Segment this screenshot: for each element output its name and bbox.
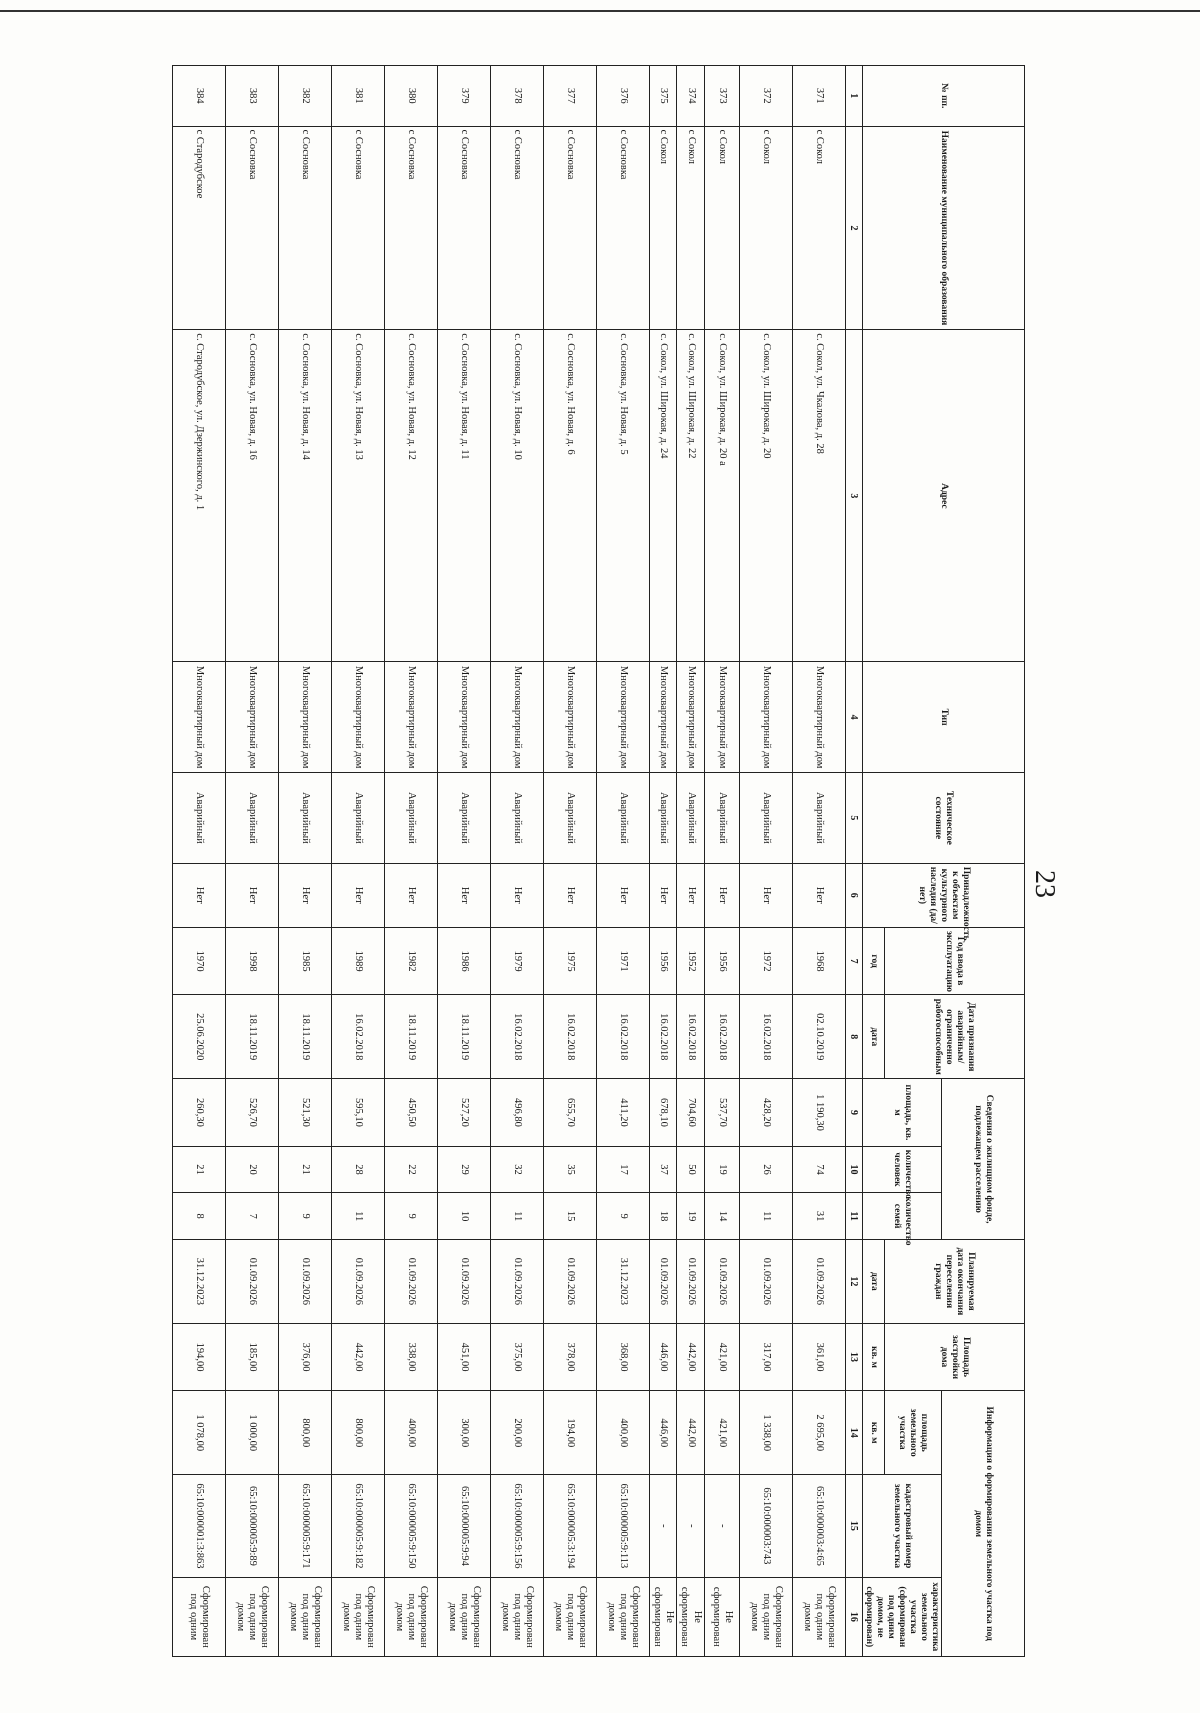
column-number: 16 [845, 1577, 862, 1656]
row-number: 381 [332, 66, 385, 127]
municipality: с Сосновка [279, 126, 332, 330]
emergency-date: 25.06.2020 [173, 995, 226, 1079]
table-row [544, 66, 597, 1657]
emergency-date: 02.10.2019 [792, 995, 845, 1079]
planned-date: 01.09.2026 [385, 1239, 438, 1323]
planned-date: 01.09.2026 [544, 1239, 597, 1323]
housing-area: 521,30 [279, 1079, 332, 1147]
column-number: 4 [845, 662, 862, 773]
emergency-date: 16.02.2018 [332, 995, 385, 1079]
building-type: Многоквартирный дом [677, 662, 704, 773]
tech-state: Аварийный [544, 772, 597, 863]
header-address: Адрес [862, 330, 1024, 662]
cadastral-number: - [650, 1475, 677, 1577]
column-number: 8 [845, 995, 862, 1079]
header-land-group: Информация о формировании земельного участка под домом [942, 1391, 1025, 1657]
year-built: 1998 [226, 927, 279, 995]
housing-area: 450,50 [385, 1079, 438, 1147]
municipality: с Сосновка [226, 126, 279, 330]
building-type: Многоквартирный дом [279, 662, 332, 773]
people-count: 32 [491, 1146, 544, 1193]
address: с. Сосновка, ул. Новая, д. 5 [597, 330, 650, 662]
emergency-date: 16.02.2018 [677, 995, 704, 1079]
heritage-flag: Нет [544, 863, 597, 927]
year-built: 1979 [491, 927, 544, 995]
people-count: 19 [704, 1146, 739, 1193]
land-area: 1 000,00 [226, 1391, 279, 1475]
people-count: 35 [544, 1146, 597, 1193]
family-count: 31 [792, 1193, 845, 1240]
table-row [173, 66, 226, 1657]
year-built: 1972 [739, 927, 792, 995]
building-type: Многоквартирный дом [491, 662, 544, 773]
land-area: 200,00 [491, 1391, 544, 1475]
emergency-date: 18.11.2019 [279, 995, 332, 1079]
housing-area: 655,70 [544, 1079, 597, 1147]
header-characteristic: характеристика земельного участка (сформирован под одним домом, не сформирован) [862, 1577, 941, 1656]
housing-area: 537,70 [704, 1079, 739, 1147]
municipality: с Сокол [704, 126, 739, 330]
building-footprint: 378,00 [544, 1323, 597, 1391]
building-type: Многоквартирный дом [739, 662, 792, 773]
municipality: с Сосновка [332, 126, 385, 330]
family-count: 7 [226, 1193, 279, 1240]
table-row [279, 66, 332, 1657]
land-area: 800,00 [279, 1391, 332, 1475]
heritage-flag: Нет [332, 863, 385, 927]
year-built: 1970 [173, 927, 226, 995]
emergency-date: 16.02.2018 [544, 995, 597, 1079]
municipality: с Сокол [677, 126, 704, 330]
housing-area: 678,10 [650, 1079, 677, 1147]
header-people: количество человек [862, 1146, 941, 1193]
heritage-flag: Нет [438, 863, 491, 927]
land-area: 442,00 [677, 1391, 704, 1475]
header-families: количество семей [862, 1193, 941, 1240]
land-characteristic: Сформирован под одним домом [739, 1577, 792, 1656]
land-area: 400,00 [597, 1391, 650, 1475]
cadastral-number: 65:10:000001:3:863 [173, 1475, 226, 1577]
building-footprint: 368,00 [597, 1323, 650, 1391]
land-area: 2 695,00 [792, 1391, 845, 1475]
land-area: 421,00 [704, 1391, 739, 1475]
rotated-table-container [80, 65, 1025, 1657]
column-number: 6 [845, 863, 862, 927]
column-number: 7 [845, 927, 862, 995]
column-number: 10 [845, 1146, 862, 1193]
planned-date: 01.09.2026 [650, 1239, 677, 1323]
tech-state: Аварийный [279, 772, 332, 863]
column-number: 1 [845, 66, 862, 127]
housing-area: 704,60 [677, 1079, 704, 1147]
people-count: 29 [438, 1146, 491, 1193]
family-count: 9 [385, 1193, 438, 1240]
header-heritage: Принадлежность к объектам культурного наследия (да/нет) [862, 863, 1024, 927]
row-number: 375 [650, 66, 677, 127]
planned-date: 31.12.2023 [597, 1239, 650, 1323]
address: с. Сокол, ул. Чкалова, д. 28 [792, 330, 845, 662]
table-row [226, 66, 279, 1657]
cadastral-number: 65:10:000005:9:156 [491, 1475, 544, 1577]
land-area: 300,00 [438, 1391, 491, 1475]
column-number: 13 [845, 1323, 862, 1391]
people-count: 20 [226, 1146, 279, 1193]
land-characteristic: Сформирован под одним [173, 1577, 226, 1656]
land-characteristic: Сформирован под одним домом [491, 1577, 544, 1656]
people-count: 28 [332, 1146, 385, 1193]
municipality: с Сосновка [544, 126, 597, 330]
land-characteristic: Сформирован под одним домом [544, 1577, 597, 1656]
people-count: 21 [279, 1146, 332, 1193]
header-cadastral: кадастровый номер земельного участка [862, 1475, 941, 1577]
building-type: Многоквартирный дом [650, 662, 677, 773]
heritage-flag: Нет [173, 863, 226, 927]
table-row [704, 66, 739, 1657]
cadastral-number: - [704, 1475, 739, 1577]
family-count: 14 [704, 1193, 739, 1240]
land-characteristic: Не сформирован [677, 1577, 704, 1656]
family-count: 11 [491, 1193, 544, 1240]
table-row [650, 66, 677, 1657]
cadastral-number: 65:10:000005:9:171 [279, 1475, 332, 1577]
cadastral-number: 65:10:000005:9:182 [332, 1475, 385, 1577]
building-type: Многоквартирный дом [332, 662, 385, 773]
address: с. Сокол, ул. Широкая, д. 20 [739, 330, 792, 662]
housing-area: 496,80 [491, 1079, 544, 1147]
building-type: Многоквартирный дом [173, 662, 226, 773]
year-built: 1956 [704, 927, 739, 995]
municipality: с Стародубское [173, 126, 226, 330]
header-area: площадь, кв. м [862, 1079, 941, 1147]
family-count: 8 [173, 1193, 226, 1240]
heritage-flag: Нет [704, 863, 739, 927]
emergency-date: 18.11.2019 [226, 995, 279, 1079]
header-year-sub: год [862, 927, 884, 995]
header-date: Дата признания аварийным/ограниченно работоспособным [884, 995, 1024, 1079]
header-type: Тип [862, 662, 1024, 773]
table-row [491, 66, 544, 1657]
row-number: 372 [739, 66, 792, 127]
address: с. Сокол, ул. Широкая, д. 20 а [704, 330, 739, 662]
heritage-flag: Нет [792, 863, 845, 927]
row-number: 382 [279, 66, 332, 127]
emergency-date: 16.02.2018 [739, 995, 792, 1079]
tech-state: Аварийный [739, 772, 792, 863]
land-characteristic: Сформирован под одним домом [792, 1577, 845, 1656]
building-footprint: 361,00 [792, 1323, 845, 1391]
housing-area: 428,20 [739, 1079, 792, 1147]
land-area: 446,00 [650, 1391, 677, 1475]
emergency-date: 16.02.2018 [597, 995, 650, 1079]
housing-area: 1 190,30 [792, 1079, 845, 1147]
year-built: 1968 [792, 927, 845, 995]
header-plan-date: Планируемая дата окончания переселения граждан [884, 1239, 1024, 1323]
year-built: 1975 [544, 927, 597, 995]
building-type: Многоквартирный дом [544, 662, 597, 773]
family-count: 9 [279, 1193, 332, 1240]
cadastral-number: - [677, 1475, 704, 1577]
address: с. Сосновка, ул. Новая, д. 14 [279, 330, 332, 662]
column-number-row [845, 66, 862, 1657]
heritage-flag: Нет [226, 863, 279, 927]
heritage-flag: Нет [650, 863, 677, 927]
planned-date: 31.12.2023 [173, 1239, 226, 1323]
emergency-date: 16.02.2018 [704, 995, 739, 1079]
building-footprint: 317,00 [739, 1323, 792, 1391]
building-type: Многоквартирный дом [226, 662, 279, 773]
building-type: Многоквартирный дом [385, 662, 438, 773]
header-plan-sub: дата [862, 1239, 884, 1323]
people-count: 74 [792, 1146, 845, 1193]
land-area: 400,00 [385, 1391, 438, 1475]
column-number: 11 [845, 1193, 862, 1240]
tech-state: Аварийный [173, 772, 226, 863]
building-footprint: 442,00 [677, 1323, 704, 1391]
land-characteristic: Не сформирован [650, 1577, 677, 1656]
people-count: 21 [173, 1146, 226, 1193]
row-number: 379 [438, 66, 491, 127]
land-characteristic: Сформирован под одним домом [279, 1577, 332, 1656]
cadastral-number: 65:10:000005:9:94 [438, 1475, 491, 1577]
planned-date: 01.09.2026 [739, 1239, 792, 1323]
address: с. Сосновка, ул. Новая, д. 16 [226, 330, 279, 662]
page-number: 23 [1029, 870, 1060, 898]
table-row [332, 66, 385, 1657]
people-count: 26 [739, 1146, 792, 1193]
planned-date: 01.09.2026 [792, 1239, 845, 1323]
address: с. Сокол, ул. Широкая, д. 24 [650, 330, 677, 662]
address: с. Сосновка, ул. Новая, д. 6 [544, 330, 597, 662]
table-row [597, 66, 650, 1657]
tech-state: Аварийный [792, 772, 845, 863]
heritage-flag: Нет [597, 863, 650, 927]
tech-state: Аварийный [491, 772, 544, 863]
header-build-sub: кв. м [862, 1323, 884, 1391]
table-row [385, 66, 438, 1657]
row-number: 373 [704, 66, 739, 127]
housing-area: 411,20 [597, 1079, 650, 1147]
header-num: № пп. [862, 66, 1024, 127]
year-built: 1952 [677, 927, 704, 995]
table-row [677, 66, 704, 1657]
municipality: с Сокол [650, 126, 677, 330]
emergency-date: 16.02.2018 [650, 995, 677, 1079]
emergency-date: 18.11.2019 [385, 995, 438, 1079]
building-footprint: 421,00 [704, 1323, 739, 1391]
cadastral-number: 65:10:000005:3:194 [544, 1475, 597, 1577]
family-count: 19 [677, 1193, 704, 1240]
family-count: 10 [438, 1193, 491, 1240]
family-count: 18 [650, 1193, 677, 1240]
housing-table [172, 65, 1025, 1657]
heritage-flag: Нет [385, 863, 438, 927]
building-footprint: 376,00 [279, 1323, 332, 1391]
land-characteristic: Сформирован под одним домом [226, 1577, 279, 1656]
building-type: Многоквартирный дом [704, 662, 739, 773]
planned-date: 01.09.2026 [226, 1239, 279, 1323]
tech-state: Аварийный [226, 772, 279, 863]
building-footprint: 375,00 [491, 1323, 544, 1391]
family-count: 9 [597, 1193, 650, 1240]
planned-date: 01.09.2026 [332, 1239, 385, 1323]
planned-date: 01.09.2026 [704, 1239, 739, 1323]
address: с. Стародубское, ул. Дзержинского, д. 1 [173, 330, 226, 662]
housing-area: 260,30 [173, 1079, 226, 1147]
year-built: 1956 [650, 927, 677, 995]
tech-state: Аварийный [704, 772, 739, 863]
heritage-flag: Нет [677, 863, 704, 927]
people-count: 17 [597, 1146, 650, 1193]
row-number: 371 [792, 66, 845, 127]
column-number: 3 [845, 330, 862, 662]
header-date-sub: дата [862, 995, 884, 1079]
people-count: 37 [650, 1146, 677, 1193]
address: с. Сосновка, ул. Новая, д. 12 [385, 330, 438, 662]
header-year: Год ввода в эксплуатацию [884, 927, 1024, 995]
row-number: 384 [173, 66, 226, 127]
land-characteristic: Сформирован под одним домом [332, 1577, 385, 1656]
people-count: 50 [677, 1146, 704, 1193]
emergency-date: 18.11.2019 [438, 995, 491, 1079]
cadastral-number: 65:10:000005:9:150 [385, 1475, 438, 1577]
heritage-flag: Нет [739, 863, 792, 927]
column-number: 5 [845, 772, 862, 863]
table-row [438, 66, 491, 1657]
address: с. Сосновка, ул. Новая, д. 11 [438, 330, 491, 662]
building-type: Многоквартирный дом [792, 662, 845, 773]
land-area: 194,00 [544, 1391, 597, 1475]
header-mo: Наименование муниципального образования [862, 126, 1024, 330]
header-build-area: Площадь застройки дома [884, 1323, 1024, 1391]
column-number: 9 [845, 1079, 862, 1147]
building-type: Многоквартирный дом [438, 662, 491, 773]
land-characteristic: Сформирован под одним домом [597, 1577, 650, 1656]
column-number: 15 [845, 1475, 862, 1577]
municipality: с Сосновка [597, 126, 650, 330]
planned-date: 01.09.2026 [438, 1239, 491, 1323]
table-row [792, 66, 845, 1657]
family-count: 15 [544, 1193, 597, 1240]
year-built: 1986 [438, 927, 491, 995]
land-characteristic: Сформирован под одним домом [385, 1577, 438, 1656]
header-land-area: площадь земельного участка [884, 1391, 941, 1475]
people-count: 22 [385, 1146, 438, 1193]
municipality: с Сосновка [438, 126, 491, 330]
family-count: 11 [332, 1193, 385, 1240]
municipality: с Сосновка [491, 126, 544, 330]
address: с. Сокол, ул. Широкая, д. 22 [677, 330, 704, 662]
land-characteristic: Сформирован под одним домом [438, 1577, 491, 1656]
land-area: 1 338,00 [739, 1391, 792, 1475]
heritage-flag: Нет [279, 863, 332, 927]
housing-area: 526,70 [226, 1079, 279, 1147]
tech-state: Аварийный [332, 772, 385, 863]
building-footprint: 185,00 [226, 1323, 279, 1391]
cadastral-number: 65:10:000005:9:89 [226, 1475, 279, 1577]
row-number: 377 [544, 66, 597, 127]
planned-date: 01.09.2026 [279, 1239, 332, 1323]
planned-date: 01.09.2026 [491, 1239, 544, 1323]
land-characteristic: Не сформирован [704, 1577, 739, 1656]
row-number: 374 [677, 66, 704, 127]
address: с. Сосновка, ул. Новая, д. 10 [491, 330, 544, 662]
land-area: 1 078,00 [173, 1391, 226, 1475]
housing-area: 595,10 [332, 1079, 385, 1147]
building-footprint: 446,00 [650, 1323, 677, 1391]
building-type: Многоквартирный дом [597, 662, 650, 773]
year-built: 1971 [597, 927, 650, 995]
planned-date: 01.09.2026 [677, 1239, 704, 1323]
year-built: 1982 [385, 927, 438, 995]
municipality: с Сокол [792, 126, 845, 330]
column-number: 2 [845, 126, 862, 330]
row-number: 380 [385, 66, 438, 127]
header-state: Техническое состояние [862, 772, 1024, 863]
building-footprint: 442,00 [332, 1323, 385, 1391]
row-number: 378 [491, 66, 544, 127]
building-footprint: 338,00 [385, 1323, 438, 1391]
header-land-sub: кв. м [862, 1391, 884, 1475]
column-number: 12 [845, 1239, 862, 1323]
table-body [173, 66, 845, 1657]
tech-state: Аварийный [650, 772, 677, 863]
year-built: 1989 [332, 927, 385, 995]
tech-state: Аварийный [438, 772, 491, 863]
land-area: 800,00 [332, 1391, 385, 1475]
table-row [739, 66, 792, 1657]
year-built: 1985 [279, 927, 332, 995]
tech-state: Аварийный [677, 772, 704, 863]
municipality: с Сосновка [385, 126, 438, 330]
address: с. Сосновка, ул. Новая, д. 13 [332, 330, 385, 662]
cadastral-number: 65:10:000003:743 [739, 1475, 792, 1577]
building-footprint: 451,00 [438, 1323, 491, 1391]
top-border-line [0, 0, 1200, 12]
tech-state: Аварийный [385, 772, 438, 863]
family-count: 11 [739, 1193, 792, 1240]
header-housing-group: Сведения о жилищном фонде, подлежащем расселению [942, 1079, 1025, 1240]
heritage-flag: Нет [491, 863, 544, 927]
cadastral-number: 65:10:000005:9:113 [597, 1475, 650, 1577]
emergency-date: 16.02.2018 [491, 995, 544, 1079]
row-number: 376 [597, 66, 650, 127]
municipality: с Сокол [739, 126, 792, 330]
column-number: 14 [845, 1391, 862, 1475]
cadastral-number: 65:10:000003:4:65 [792, 1475, 845, 1577]
building-footprint: 194,00 [173, 1323, 226, 1391]
tech-state: Аварийный [597, 772, 650, 863]
housing-area: 527,20 [438, 1079, 491, 1147]
row-number: 383 [226, 66, 279, 127]
